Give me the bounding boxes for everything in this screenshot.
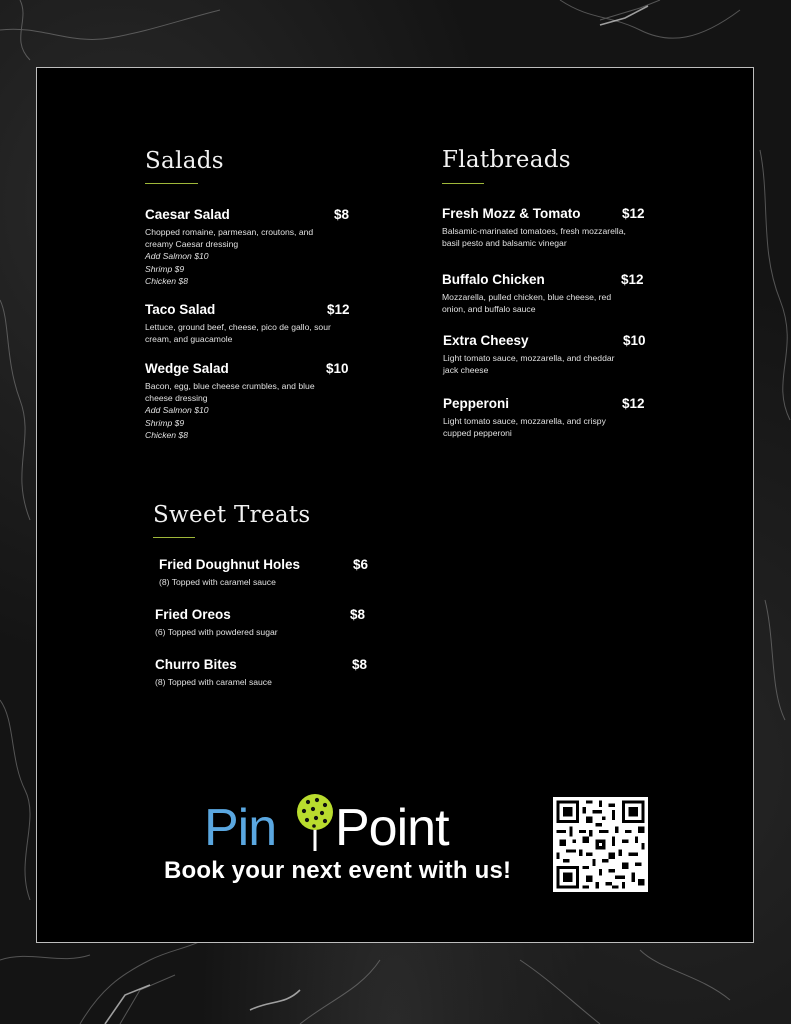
flatbreads-title: Flatbreads <box>442 147 571 173</box>
item-name: Churro Bites <box>155 657 237 672</box>
item-price: $8 <box>334 207 350 222</box>
item-description <box>442 225 638 249</box>
item-price: $8 <box>352 657 368 672</box>
item-addon: Add Salmon $10 <box>145 405 209 416</box>
item-price: $6 <box>353 557 369 572</box>
item-addon: Shrimp $9 <box>145 417 185 428</box>
item-addon: Shrimp $9 <box>145 263 185 274</box>
item-price: $12 <box>622 396 645 411</box>
item-description-line: Balsamic-marinated tomatoes, fresh mozzarella, <box>442 226 626 236</box>
item-name: Caesar Salad <box>145 207 230 222</box>
item-description-line: basil pesto and balsamic vinegar <box>442 238 567 249</box>
item-description-line: onion, and buffalo sauce <box>442 304 536 315</box>
item-description-line: (6) Topped with powdered sugar <box>155 627 278 637</box>
item-description <box>443 415 639 439</box>
item-price: $12 <box>621 272 644 287</box>
tagline: Book your next event with us! <box>164 857 512 884</box>
item-name: Extra Cheesy <box>443 333 529 348</box>
item-name: Buffalo Chicken <box>442 272 545 287</box>
sweet-treats-title: Sweet Treats <box>153 502 311 528</box>
item-description-line: Light tomato sauce, mozzarella, and cheddar <box>443 353 615 363</box>
item-description-line: (8) Topped with caramel sauce <box>155 677 272 687</box>
item-price: $12 <box>327 302 350 317</box>
item-addon: Add Salmon $10 <box>145 251 209 262</box>
item-name: Fresh Mozz & Tomato <box>442 206 581 221</box>
item-price: $12 <box>622 206 645 221</box>
qr-code-icon[interactable] <box>553 797 648 892</box>
item-description <box>159 576 355 588</box>
item-price: $10 <box>326 361 349 376</box>
item-description <box>443 352 639 376</box>
item-description-line: jack cheese <box>443 365 489 376</box>
item-name: Wedge Salad <box>145 361 229 376</box>
item-description <box>145 380 341 441</box>
pickleball-icon <box>295 793 335 853</box>
item-description-line: creamy Caesar dressing <box>145 239 239 250</box>
item-description-line: Bacon, egg, blue cheese crumbles, and blue <box>145 381 315 391</box>
item-description <box>155 626 351 638</box>
item-description-line: Mozzarella, pulled chicken, blue cheese, red <box>442 292 612 302</box>
item-description <box>442 291 638 315</box>
salads-underline <box>145 183 198 184</box>
item-description <box>145 321 341 345</box>
item-addon: Chicken $8 <box>145 429 188 440</box>
item-description-line: (8) Topped with caramel sauce <box>159 577 276 587</box>
sweet-treats-underline <box>153 537 195 538</box>
item-description-line: cupped pepperoni <box>443 428 512 439</box>
logo-text-pin: Pin <box>204 799 277 857</box>
salads-title: Salads <box>145 148 224 174</box>
item-description-line: Light tomato sauce, mozzarella, and crispy <box>443 416 606 426</box>
item-name: Taco Salad <box>145 302 216 317</box>
item-description-line: Chopped romaine, parmesan, croutons, and <box>145 227 314 237</box>
item-description <box>145 226 341 287</box>
item-description <box>155 676 351 688</box>
item-description-line: Lettuce, ground beef, cheese, pico de gallo, sour <box>145 322 331 332</box>
item-description-line: cream, and guacamole <box>145 334 233 345</box>
item-name: Pepperoni <box>443 396 510 411</box>
qr-code-graphic <box>553 797 648 892</box>
item-description-line: cheese dressing <box>145 393 208 404</box>
item-price: $10 <box>623 333 646 348</box>
pinpoint-logo <box>204 793 504 855</box>
item-addon: Chicken $8 <box>145 275 188 286</box>
item-price: $8 <box>350 607 366 622</box>
flatbreads-underline <box>442 183 484 184</box>
item-name: Fried Doughnut Holes <box>159 557 300 572</box>
logo-text-point: Point <box>335 799 449 857</box>
item-name: Fried Oreos <box>155 607 231 622</box>
